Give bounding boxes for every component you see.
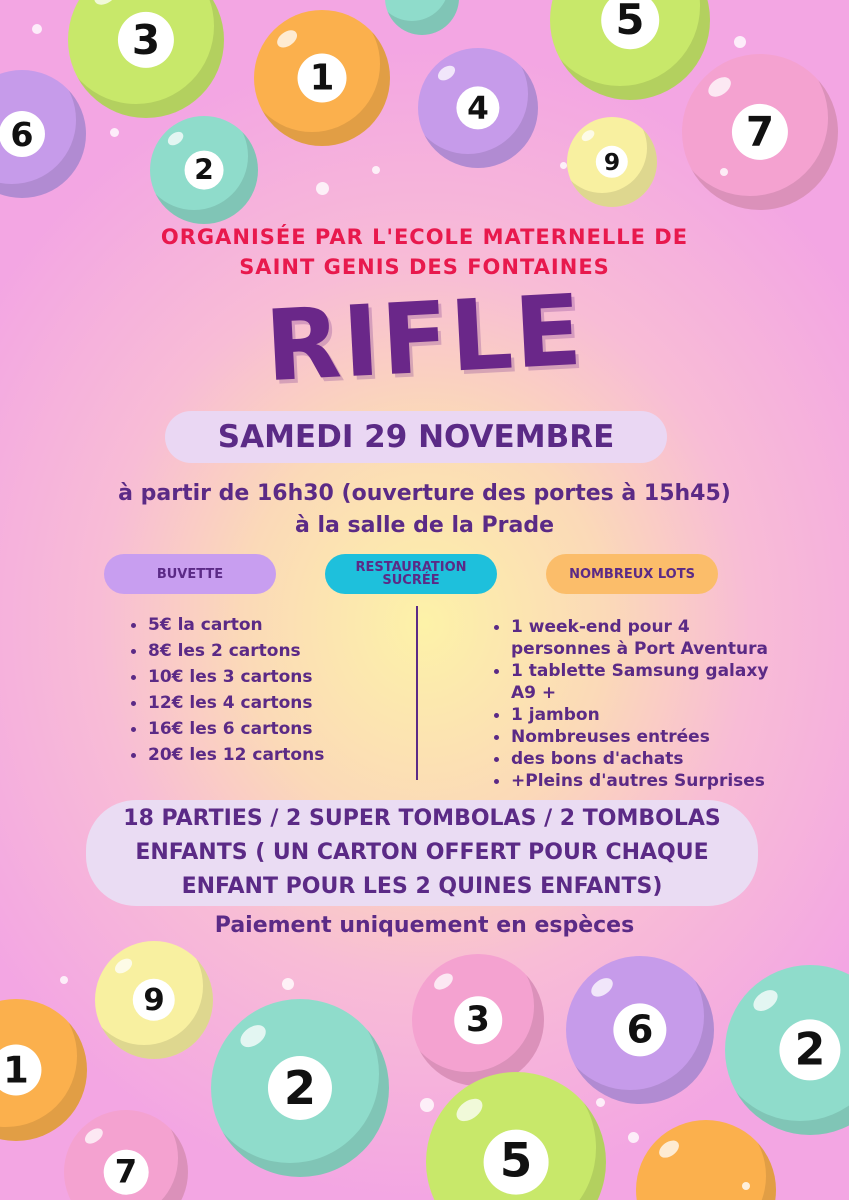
- ball-number: 6: [0, 111, 45, 157]
- ball-number: 9: [596, 146, 628, 178]
- restauration-label-line2: SUCRÉE: [382, 573, 440, 588]
- prize-item: [490, 616, 768, 660]
- bubble-dot: [110, 128, 119, 137]
- ball-number: 9: [133, 979, 175, 1021]
- games-banner: [86, 800, 758, 906]
- date-banner: [165, 411, 667, 463]
- buvette-label: BUVETTE: [156, 566, 224, 582]
- bingo-ball: [64, 1110, 188, 1200]
- price-item: 12€ les 4 cartons: [127, 692, 324, 718]
- bingo-ball: [426, 1072, 606, 1200]
- ball-number: 3: [118, 12, 174, 68]
- lots-tag: [546, 554, 718, 594]
- restauration-label-line1: RESTAURATION: [355, 560, 467, 575]
- event-date: SAMEDI 29 NOVEMBRE: [217, 419, 615, 455]
- price-item: 8€ les 2 cartons: [127, 640, 324, 666]
- ball-number: 7: [732, 104, 788, 160]
- bingo-ball: [412, 954, 544, 1086]
- bingo-ball: [567, 117, 657, 207]
- venue: à la salle de la Prade: [294, 513, 554, 538]
- time-and-venue: [0, 478, 849, 542]
- column-divider: [416, 606, 418, 780]
- start-time: à partir de 16h30 (ouverture des portes à 15h45): [118, 481, 731, 506]
- ball-number: 1: [0, 1044, 42, 1095]
- bingo-ball: [636, 1120, 776, 1200]
- bingo-ball: [0, 70, 86, 198]
- bingo-ball: [150, 116, 258, 224]
- bubble-dot: [282, 978, 294, 990]
- ball-number: 2: [185, 151, 224, 190]
- bingo-ball: [211, 999, 389, 1177]
- bubble-dot: [32, 24, 42, 34]
- restauration-tag: [325, 554, 497, 594]
- prize-item: +Pleins d'autres Surprises: [490, 770, 768, 792]
- bubble-dot: [720, 168, 728, 176]
- bubble-dot: [628, 1132, 639, 1143]
- bubble-dot: [734, 36, 746, 48]
- games-line: 18 PARTIES / 2 SUPER TOMBOLAS / 2 TOMBOLAS: [123, 806, 721, 831]
- prize-item: Nombreuses entrées: [490, 726, 768, 748]
- ball-number: 6: [613, 1003, 666, 1056]
- ball-number: 3: [454, 996, 502, 1044]
- price-item: 20€ les 12 cartons: [127, 744, 324, 770]
- ball-number: 2: [779, 1019, 840, 1080]
- bubble-dot: [60, 976, 68, 984]
- prize-line: personnes à Port Aventura: [511, 639, 768, 659]
- ball-number: 1: [298, 54, 347, 103]
- prize-item: des bons d'achats: [490, 748, 768, 770]
- prize-item: 1 jambon: [490, 704, 768, 726]
- games-line: ENFANT POUR LES 2 QUINES ENFANTS): [181, 874, 663, 899]
- ball-number: 5: [601, 0, 659, 49]
- event-title: RIFLE: [262, 273, 587, 405]
- bingo-ball: [682, 54, 838, 210]
- bingo-ball: [566, 956, 714, 1104]
- prize-line: 1 tablette Samsung galaxy: [511, 661, 769, 681]
- prize-line: 1 week-end pour 4: [511, 617, 690, 637]
- ball-number: 2: [268, 1056, 332, 1120]
- bingo-ball: [418, 48, 538, 168]
- bingo-ball: [0, 999, 87, 1141]
- bubble-dot: [596, 1098, 605, 1107]
- prize-line: A9 +: [511, 683, 557, 703]
- payment-note: Paiement uniquement en espèces: [214, 913, 635, 938]
- ball-number: 7: [104, 1150, 149, 1195]
- ball-number: 4: [456, 86, 499, 129]
- bingo-ball: [254, 10, 390, 146]
- bubble-dot: [742, 1182, 750, 1190]
- bubble-dot: [560, 162, 567, 169]
- price-item: 16€ les 6 cartons: [127, 718, 324, 744]
- organizer-line: ORGANISÉE PAR L'ECOLE MATERNELLE DE: [160, 225, 689, 249]
- prize-list: [490, 616, 768, 792]
- bingo-ball: [95, 941, 213, 1059]
- bingo-ball: [725, 965, 849, 1135]
- lots-label: NOMBREUX LOTS: [569, 566, 695, 582]
- price-list: [127, 614, 324, 770]
- buvette-tag: [104, 554, 276, 594]
- bingo-ball: [68, 0, 224, 118]
- bubble-dot: [372, 166, 380, 174]
- ball-number: 5: [484, 1130, 549, 1195]
- games-line: ENFANTS ( UN CARTON OFFERT POUR CHAQUE: [135, 840, 709, 865]
- price-item: 5€ la carton: [127, 614, 324, 640]
- bubble-dot: [420, 1098, 434, 1112]
- bingo-ball: [385, 0, 459, 35]
- prize-item: [490, 660, 768, 704]
- price-item: 10€ les 3 cartons: [127, 666, 324, 692]
- bubble-dot: [316, 182, 329, 195]
- organizer-line: SAINT GENIS DES FONTAINES: [239, 255, 610, 279]
- bingo-ball: [550, 0, 710, 100]
